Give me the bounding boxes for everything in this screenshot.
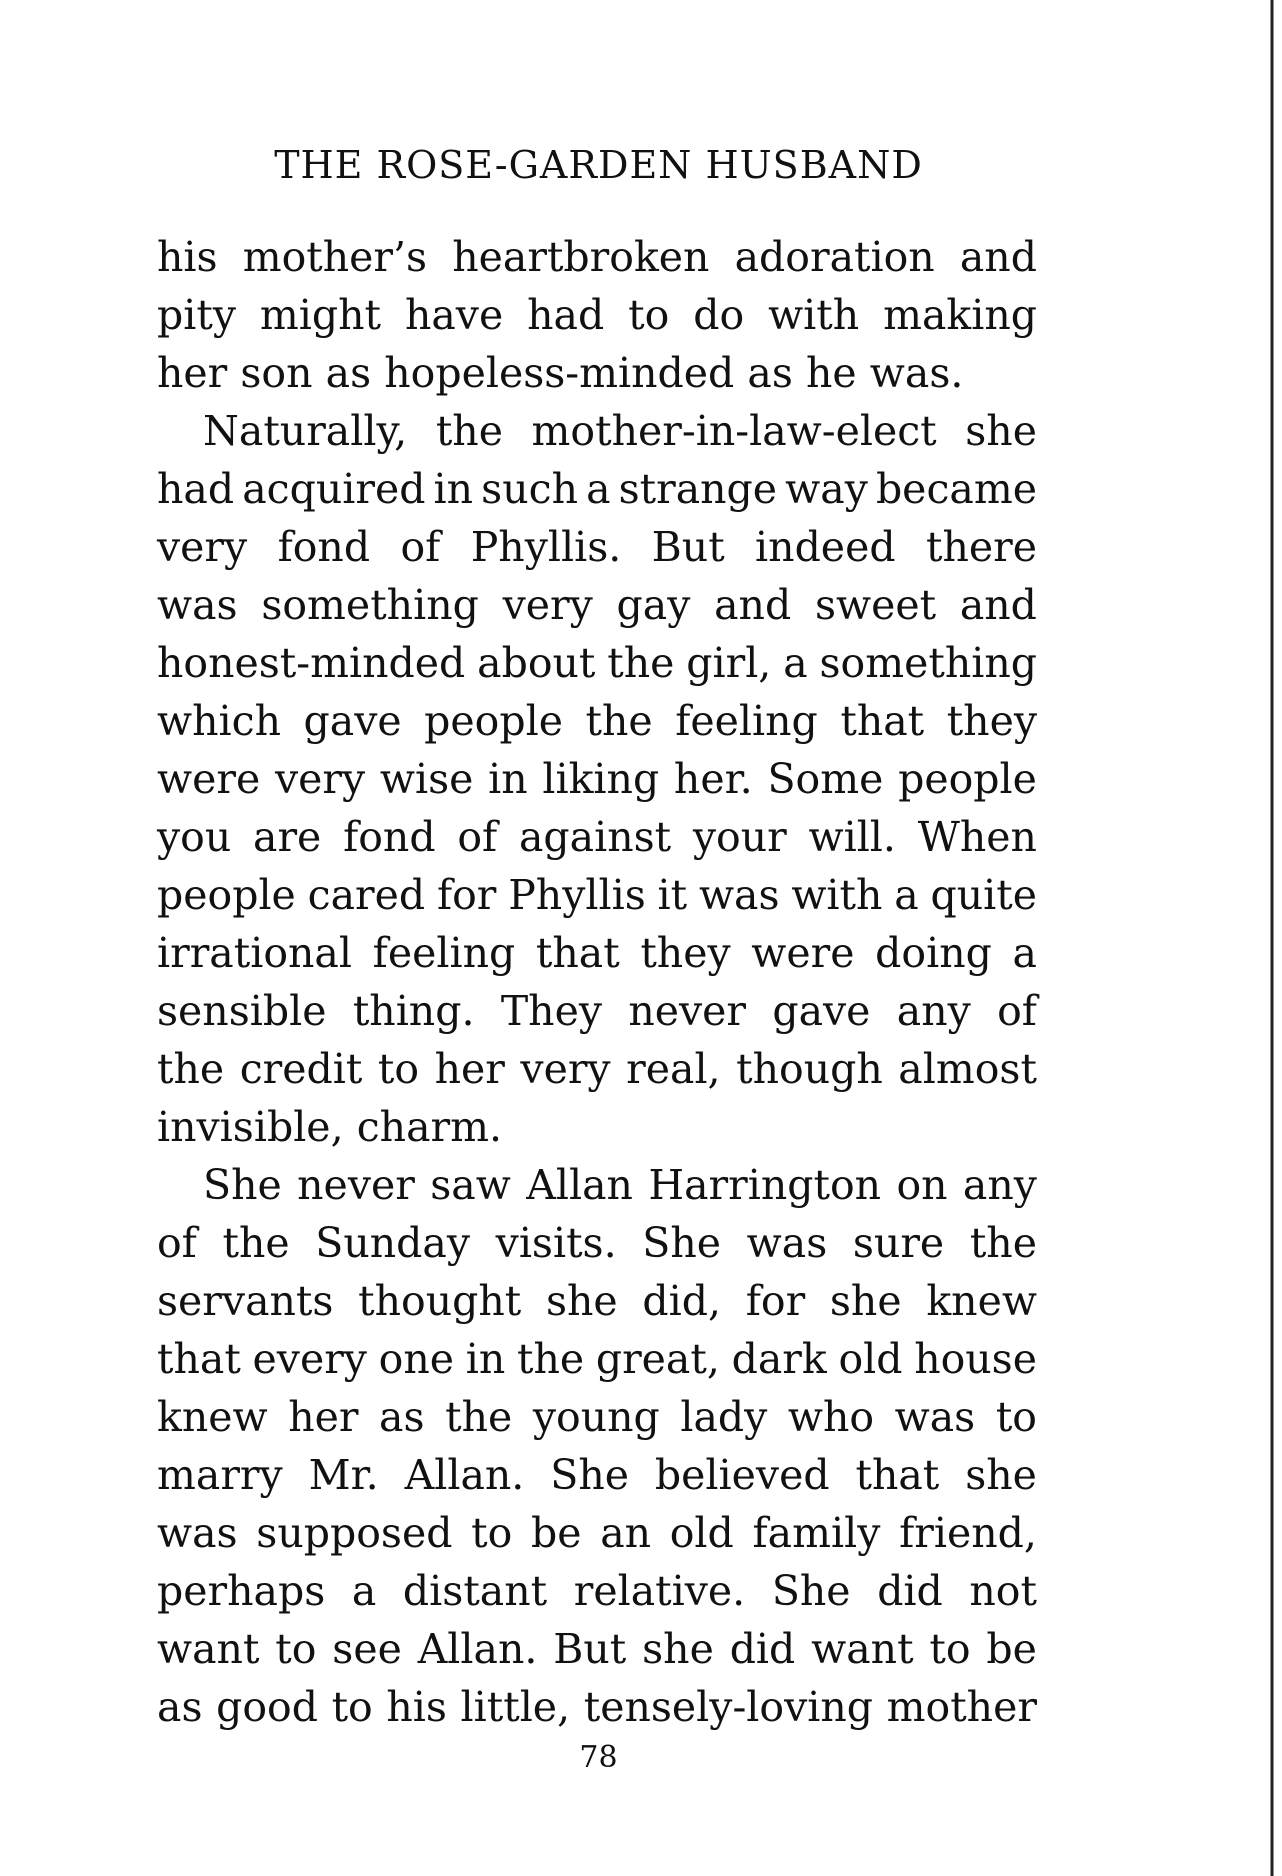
text-line: Naturally, the mother-in-law-elect she	[203, 407, 1037, 455]
text-line: of the Sunday visits. She was sure the	[157, 1219, 1037, 1267]
text-line: marry Mr. Allan. She believed that she	[157, 1451, 1037, 1499]
text-line: She never saw Allan Harrington on any	[203, 1161, 1037, 1209]
running-head: THE ROSE-GARDEN HUSBAND	[274, 143, 923, 187]
text-line: was supposed to be an old family friend,	[157, 1509, 1037, 1557]
text-line: people cared for Phyllis it was with a quite	[157, 871, 1037, 919]
text-line: servants thought she did, for she knew	[157, 1277, 1037, 1325]
text-line: as good to his little, tensely-loving mother	[157, 1683, 1037, 1731]
text-line: were very wise in liking her. Some people	[157, 755, 1037, 803]
text-line: very fond of Phyllis. But indeed there	[157, 523, 1037, 571]
body-text	[157, 228, 1037, 1736]
text-line: knew her as the young lady who was to	[157, 1393, 1037, 1441]
text-line: irrational feeling that they were doing a	[157, 929, 1037, 977]
text-line: honest-minded about the girl, a something	[157, 639, 1037, 687]
text-line: sensible thing. They never gave any of	[157, 987, 1037, 1035]
text-line: that every one in the great, dark old house	[157, 1335, 1037, 1383]
text-line: his mother’s heartbroken adoration and	[157, 233, 1037, 281]
text-line: pity might have had to do with making	[157, 291, 1037, 339]
page-number: 78	[579, 1740, 618, 1775]
text-line: you are fond of against your will. When	[157, 813, 1037, 861]
text-line: perhaps a distant relative. She did not	[157, 1567, 1037, 1615]
text-line: her son as hopeless-minded as he was.	[157, 349, 964, 397]
text-line: had acquired in such a strange way became	[157, 465, 1037, 513]
text-line: which gave people the feeling that they	[157, 697, 1037, 745]
text-line: invisible, charm.	[157, 1103, 503, 1151]
text-line: the credit to her very real, though almost	[157, 1045, 1037, 1093]
text-line: was something very gay and sweet and	[157, 581, 1037, 629]
text-line: want to see Allan. But she did want to be	[157, 1625, 1037, 1673]
page-edge-mark	[1262, 0, 1282, 1876]
